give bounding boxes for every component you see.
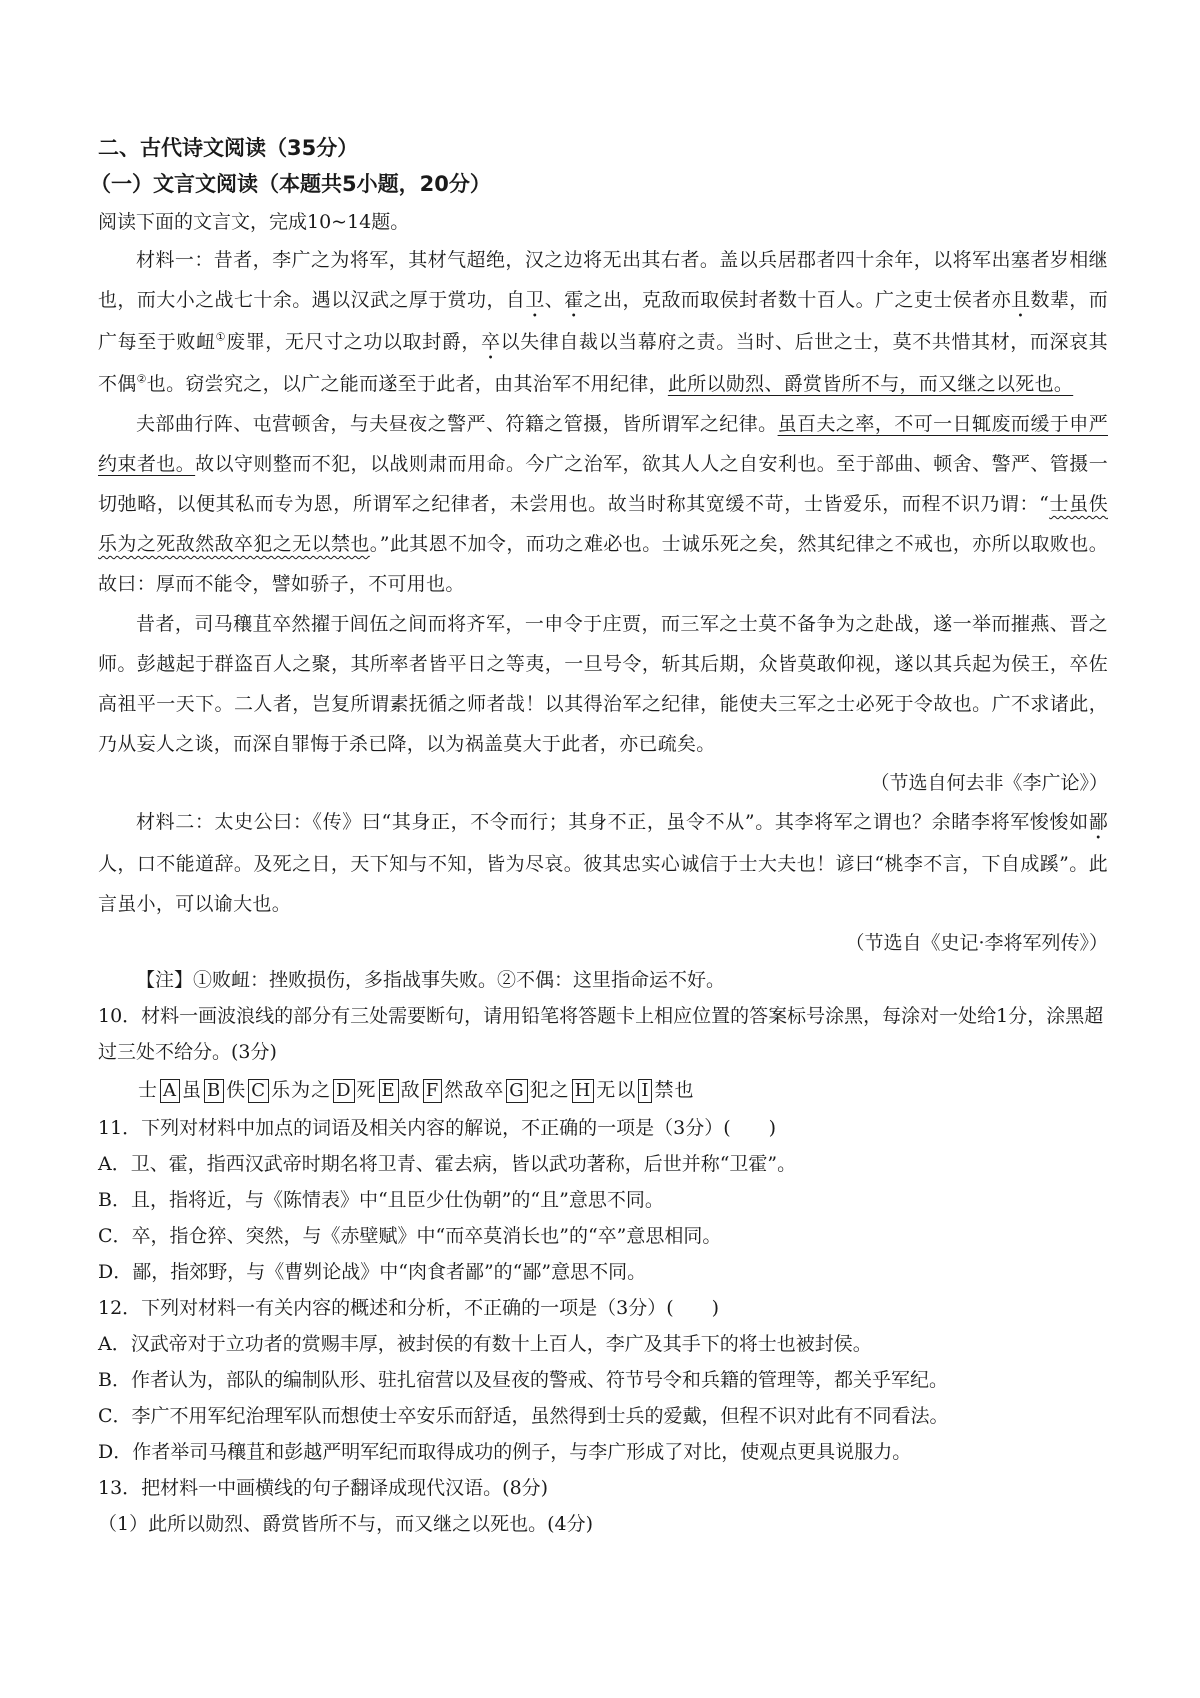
dotted-word-qie: 且 [1011, 289, 1031, 311]
mark-text: 虽 [182, 1079, 203, 1101]
text-segment: 夫部曲行阵、屯营顿舍，与夫昼夜之警严、符籍之管摄，皆所谓军之纪律。 [136, 413, 778, 435]
instruction: 阅读下面的文言文，完成10~14题。 [98, 211, 410, 233]
text-segment: 之出，克敌而取侯封者数十百人。广之吏士侯者亦 [583, 289, 1011, 311]
material1-paragraph-2 [98, 404, 1108, 604]
material1-paragraph-1 [98, 240, 1108, 404]
mark-text: 乐为之 [271, 1079, 332, 1101]
text-segment: 、 [544, 289, 565, 311]
question-12-stem: 12．下列对材料一有关内容的概述和分析，不正确的一项是（3分）( ) [98, 1297, 720, 1319]
answer-box-i[interactable]: I [638, 1079, 652, 1103]
subsection-title: （一）文言文阅读（本题共5小题，20分） [90, 172, 491, 196]
answer-box-c[interactable]: C [248, 1079, 269, 1103]
answer-box-g[interactable]: G [506, 1079, 527, 1103]
question-11-stem: 11．下列对材料中加点的词语及相关内容的解说，不正确的一项是（3分）( ) [98, 1117, 777, 1139]
question-10-marks [98, 1072, 1108, 1108]
section-title: 二、古代诗文阅读（35分） [98, 136, 359, 160]
answer-box-h[interactable]: H [572, 1079, 595, 1103]
answer-box-b[interactable]: B [204, 1079, 224, 1103]
text-segment: 人，口不能道辞。及死之日，天下知与不知，皆为尽哀。彼其忠实心诚信于士大夫也！谚曰“桃李不言，下自成蹊”。此言虽小，可以谕大也。 [98, 853, 1108, 915]
text-segment: 废罪，无尺寸之功以取封爵， [226, 331, 481, 353]
wavy-underlined-sentence: 士虽佚乐为之死敌然敌卒犯之无以禁也 [98, 493, 1108, 555]
question-11-option-d: D．鄙，指郊野，与《曹刿论战》中“肉食者鄙”的“鄙”意思不同。 [98, 1261, 647, 1283]
mark-text: 死 [356, 1079, 377, 1101]
text-segment: 故以守则整而不犯，以战则肃而用命。今广之治军，欲其人人之自安利也。至于部曲、顿舍、警严、管摄一切弛略，以便其私而专为恩，所谓军之纪律者，未尝用也。故当时称其宽缓不苛，士皆爱乐，而程不识乃谓：“ [98, 453, 1108, 515]
dotted-word-bi: 鄙 [1088, 811, 1108, 833]
answer-box-a[interactable]: A [160, 1079, 180, 1103]
text-segment: 材料一：昔者，李广之为将军，其材气超绝，汉之边将无出其右者。盖以兵居郡者四十余年，以将军出塞者岁相继也，而大小之战七十余。遇以汉武之厚于赏功，自 [98, 249, 1108, 311]
question-12-option-d: D．作者举司马穰苴和彭越严明军纪而取得成功的例子，与李广形成了对比，使观点更具说服力。 [98, 1441, 912, 1463]
material2-paragraph [98, 802, 1108, 924]
question-12-option-a: A．汉武帝对于立功者的赏赐丰厚，被封侯的有数十上百人，李广及其手下的将士也被封侯。 [98, 1333, 872, 1355]
mark-text: 敌 [400, 1079, 421, 1101]
footnote-marker-2: ② [136, 372, 147, 386]
mark-text: 禁也 [654, 1079, 695, 1101]
text-segment: 。”此其恩不加令，而功之难必也。士诚乐死之矣，然其纪律之不戒也，亦所以取败也。故曰：厚而不能令，譬如骄子，不可用也。 [98, 533, 1109, 595]
question-10-stem: 10．材料一画波浪线的部分有三处需要断句，请用铅笔将答题卡上相应位置的答案标号涂黑，每涂对一处给1分，涂黑超过三处不给分。(3分) [98, 1005, 1104, 1063]
material1-source: （节选自何去非《李广论》） [870, 772, 1108, 794]
mark-text: 犯之 [529, 1079, 570, 1101]
mark-text: 然敌卒 [444, 1079, 505, 1101]
question-13-stem: 13．把材料一中画横线的句子翻译成现代汉语。(8分) [98, 1477, 549, 1499]
mark-text: 佚 [226, 1079, 247, 1101]
question-11-option-b: B．且，指将近，与《陈情表》中“且臣少仕伪朝”的“且”意思不同。 [98, 1189, 664, 1211]
underlined-sentence-1: 此所以勋烈、爵赏皆所不与，而又继之以死也。 [667, 373, 1074, 395]
footnote-marker-1: ① [215, 330, 227, 344]
question-11-option-a: A．卫、霍，指西汉武帝时期名将卫青、霍去病，皆以武功著称，后世并称“卫霍”。 [98, 1153, 797, 1175]
material1-paragraph-3: 昔者，司马穰苴卒然擢于闾伍之间而将齐军，一申令于庄贾，而三军之士莫不备争为之赴战，遂一举而摧燕、晋之师。彭越起于群盗百人之聚，其所率者皆平日之等夷，一旦号令，斩其后期，众皆莫敢仰视，遂以其兵起为侯王，卒佐高祖平一天下。二人者，岂复所谓素抚循之师者哉！以其得治军之纪律，能使夫三军之士必死于令故也。广不求诸此，乃从妄人之谈，而深自罪悔于杀已降，以为祸盖莫大于此者，亦已疏矣。 [98, 613, 1108, 755]
page-content [90, 132, 1109, 1542]
underlined-sentence-2: 虽百夫之率，不可一日辄废而缓于申严约束者也。 [98, 413, 1108, 475]
text-segment: 以失律自裁以当幕府之责。当时、后世之士，莫不共惜其材，而深哀其不偶 [98, 331, 1108, 395]
question-13-sub-1: （1）此所以勋烈、爵赏皆所不与，而又继之以死也。(4分) [98, 1513, 594, 1535]
mark-text: 无以 [596, 1079, 637, 1101]
question-11-option-c: C．卒，指仓猝、突然，与《赤壁赋》中“而卒莫消长也”的“卒”意思相同。 [98, 1225, 722, 1247]
answer-box-e[interactable]: E [379, 1079, 399, 1103]
question-12-option-c: C．李广不用军纪治理军队而想使士卒安乐而舒适，虽然得到士兵的爱戴，但程不识对此有不同看法。 [98, 1405, 949, 1427]
footnote: 【注】①败衄：挫败损伤，多指战事失败。②不偶：这里指命运不好。 [136, 969, 726, 991]
mark-text: 士 [138, 1079, 159, 1101]
text-segment: 数辈，而广每至于败衄 [98, 289, 1109, 353]
dotted-word-huo: 霍 [564, 289, 584, 311]
dotted-word-wei: 卫 [525, 289, 545, 311]
answer-box-f[interactable]: F [423, 1079, 443, 1103]
material2-source: （节选自《史记·李将军列传》） [845, 932, 1108, 954]
text-segment: 材料二：太史公曰：《传》曰“其身正，不令而行；其身不正，虽令不从”。其李将军之谓也？余睹李将军悛悛如 [136, 811, 1089, 833]
text-segment: 也。窃尝究之，以广之能而遂至于此者，由其治军不用纪律， [146, 373, 668, 395]
dotted-word-zu: 卒 [480, 331, 501, 353]
answer-box-d[interactable]: D [333, 1079, 354, 1103]
question-12-option-b: B．作者认为，部队的编制队形、驻扎宿营以及昼夜的警戒、符节号令和兵籍的管理等，都关乎军纪。 [98, 1369, 948, 1391]
